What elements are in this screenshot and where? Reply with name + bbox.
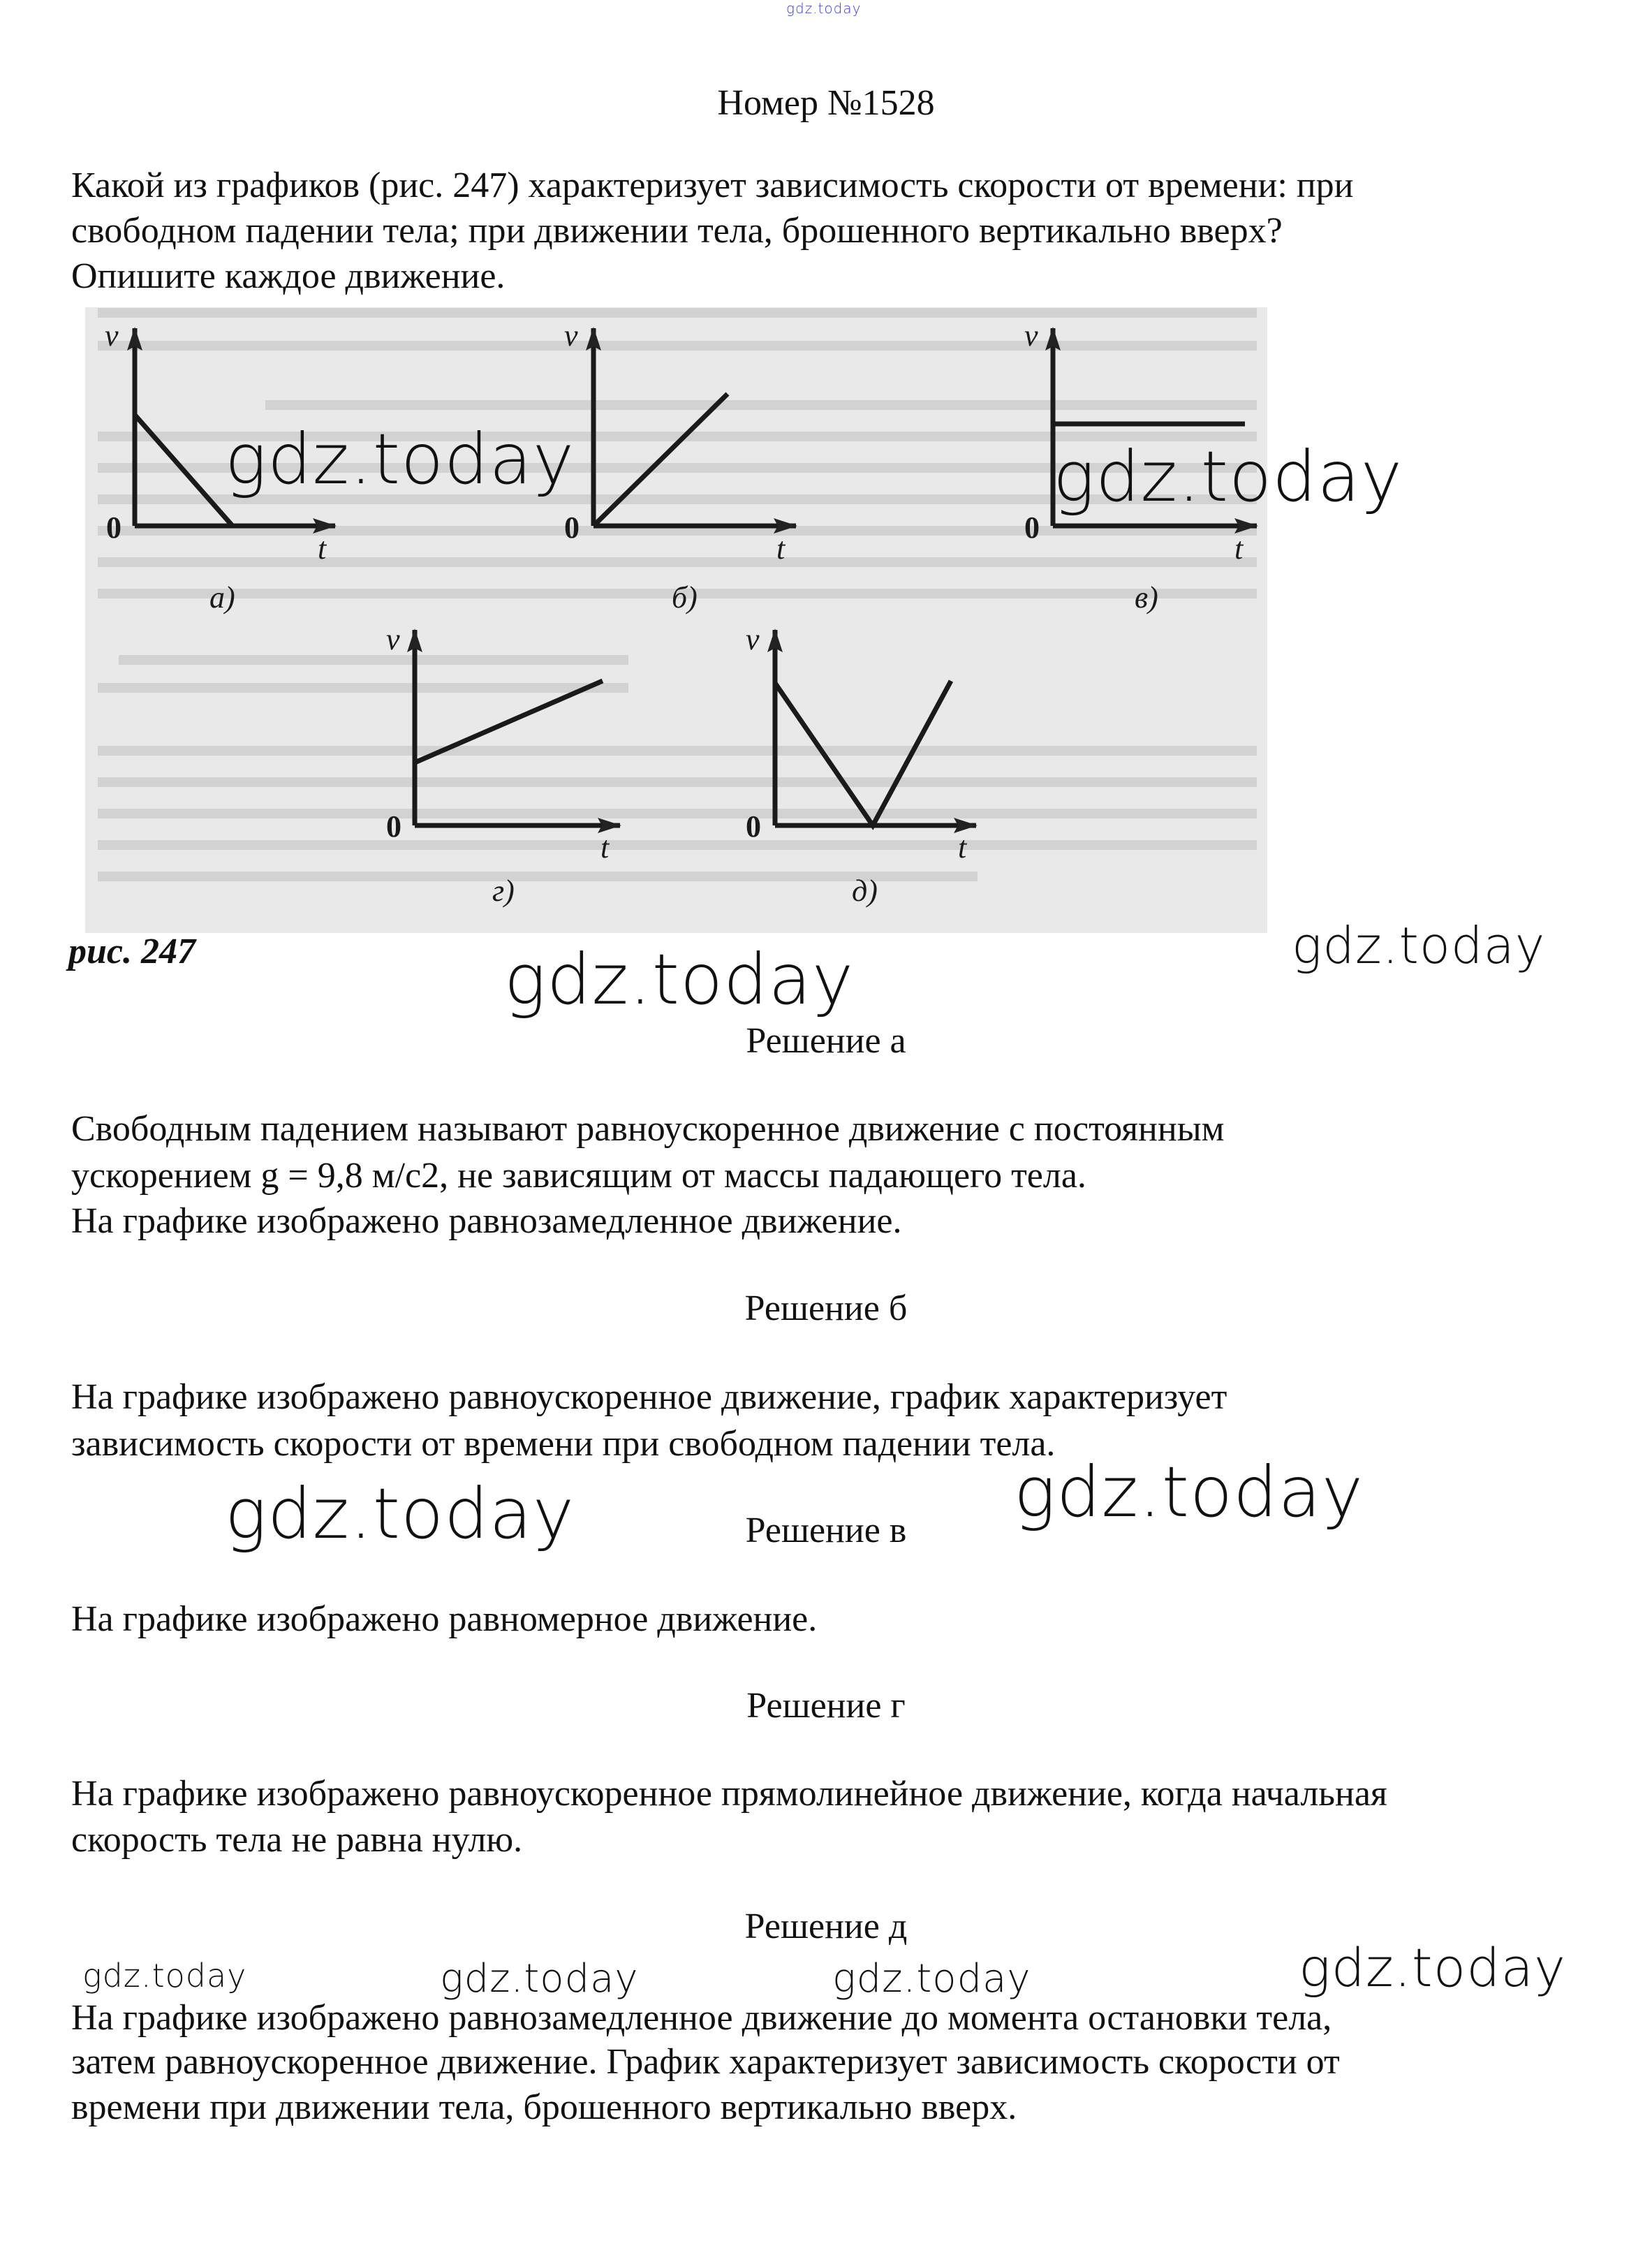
watermark-top[interactable]: gdz.today [786,0,862,17]
watermark: gdz.today [1292,916,1546,975]
page-title: Номер №1528 [717,83,935,123]
solution-line: На графике изображено равноускоренное движение, график характеризует [71,1377,1227,1417]
solution-line: На графике изображено равнозамедленное движение. [71,1201,902,1241]
solution-heading: Решение б [744,1288,908,1328]
solution-line: На графике изображено равнозамедленное движение до момента остановки тела, [71,1998,1332,2038]
figure-caption: рис. 247 [68,932,196,971]
watermark: gdz.today [1053,436,1403,517]
graph-a-v-label: v [105,318,119,353]
graph-v-caption: в) [1135,580,1158,615]
graph-d-caption: д) [852,874,878,908]
solution-line: На графике изображено равноускоренное прямолинейное движение, когда начальная [71,1774,1387,1814]
graph-a-t-label: t [318,531,327,566]
watermark: gdz.today [1299,1937,1566,1999]
solution-line: скорость тела не равна нулю. [71,1820,523,1860]
graph-g-caption: г) [492,874,515,908]
graph-b-v-label: v [564,318,578,353]
graph-a-origin: 0 [106,511,121,545]
watermark: gdz.today [504,939,855,1020]
watermark: gdz.today [82,1957,247,1995]
graph-v-origin: 0 [1024,511,1040,545]
watermark: gdz.today [225,418,575,500]
graph-b-caption: б) [672,580,698,615]
solution-line: времени при движении тела, брошенного вертикально вверх. [71,2087,1017,2127]
solution-heading: Решение в [745,1511,907,1550]
graph-d-origin: 0 [746,809,761,844]
solution-line: Свободным падением называют равноускоренное движение с постоянным [71,1109,1225,1149]
graph-d-v-label: v [746,622,760,656]
graph-a-caption: а) [209,580,235,615]
graph-b-origin: 0 [564,511,580,545]
question-line: свободном падении тела; при движении тела, брошенного вертикально вверх? [71,211,1283,251]
solution-line: затем равноускоренное движение. График характеризует зависимость скорости от [71,2042,1340,2082]
watermark: gdz.today [1014,1451,1364,1533]
graph-g-v-label: v [386,622,400,656]
watermark: gdz.today [832,1956,1031,2001]
solution-heading: Решение а [746,1021,906,1061]
watermark: gdz.today [225,1473,575,1555]
solution-line: зависимость скорости от времени при свободном падении тела. [71,1424,1056,1464]
question-line: Опишите каждое движение. [71,256,506,296]
graph-b-t-label: t [776,531,786,566]
solution-line: ускорением g = 9,8 м/с2, не зависящим от массы падающего тела. [71,1156,1086,1196]
solution-heading: Решение г [746,1686,906,1726]
solution-heading: Решение д [744,1907,908,1946]
watermark: gdz.today [440,1956,639,2001]
graph-g-t-label: t [600,830,610,865]
graph-d-t-label: t [958,830,967,865]
solution-line: На графике изображено равномерное движение. [71,1599,818,1639]
graph-v-v-label: v [1024,318,1038,353]
question-line: Какой из графиков (рис. 247) характеризует зависимость скорости от времени: при [71,166,1354,205]
graph-g-origin: 0 [386,809,401,844]
graph-v-t-label: t [1234,531,1244,566]
